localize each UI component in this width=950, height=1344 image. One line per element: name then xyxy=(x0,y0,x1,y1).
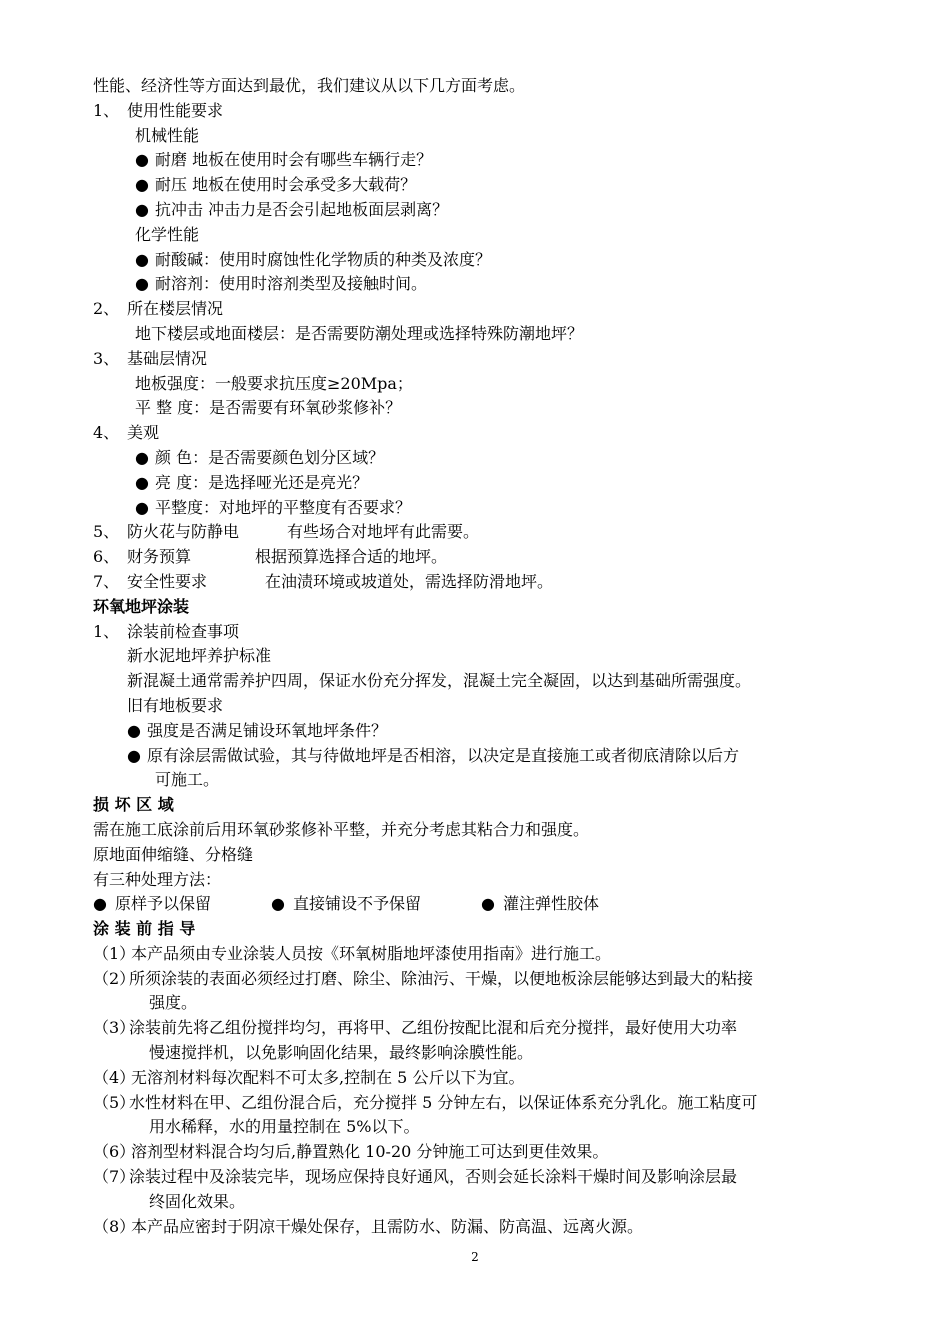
list-item: ● 抗冲击 冲击力是否会引起地板面层剥离？ xyxy=(93,198,863,223)
list-item: ● 颜 色：是否需要颜色划分区域？ xyxy=(93,446,863,471)
bullet-icon: ● xyxy=(127,745,141,765)
joint-subheading: 原地面伸缩缝、分格缝 xyxy=(93,844,254,864)
list-item: ● 强度是否满足铺设环氧地坪条件？ xyxy=(93,719,863,744)
section-4-heading: 4、 美观 xyxy=(93,423,160,443)
section-3-heading: 3、 基础层情况 xyxy=(93,348,208,368)
intro-line: 性能、经济性等方面达到最优，我们建议从以下几方面考虑。 xyxy=(93,76,526,95)
section-3-detail: 平 整 度：是否需要有环氧砂浆修补？ xyxy=(135,398,402,418)
guide-item: （2）所须涂装的表面必须经过打磨、除尘、除油污、干燥，以便地板涂层能够达到最大的粘接 xyxy=(93,968,754,988)
guide-item-continuation: 用水稀释，水的用量控制在 5%以下。 xyxy=(149,1117,420,1137)
guide-item: （3）涂装前先将乙组份搅拌均匀，再将甲、乙组份按配比混和后充分搅拌，最好使用大功率 xyxy=(93,1018,738,1038)
three-methods-line: 有三种处理方法： xyxy=(93,869,222,889)
bullet-icon: ● xyxy=(135,497,149,517)
section-7-heading: 7、 安全性要求 在油渍环境或坡道处，需选择防滑地坪。 xyxy=(93,571,554,591)
coating-step-1-heading: 1、 涂装前检查事项 xyxy=(93,621,240,641)
bullet-icon: ● xyxy=(93,894,107,914)
bullet-icon: ● xyxy=(135,447,149,467)
section-1-heading: 1、 使用性能要求 xyxy=(93,100,224,120)
bullet-icon: ● xyxy=(271,894,285,914)
bullet-icon: ● xyxy=(135,150,149,170)
guide-item: （4）无溶剂材料每次配料不可太多,控制在 5 公斤以下为宜。 xyxy=(93,1067,525,1087)
guide-item-continuation: 强度。 xyxy=(149,993,198,1013)
list-item: ● 平整度：对地坪的平整度有否要求？ xyxy=(93,496,863,521)
section-5-heading: 5、 防火花与防静电 有些场合对地坪有此需要。 xyxy=(93,522,480,542)
list-item: ● 耐压 地板在使用时会承受多大载荷？ xyxy=(93,173,863,198)
guide-item-continuation: 终固化效果。 xyxy=(149,1191,246,1211)
chemical-subheading: 化学性能 xyxy=(135,224,200,244)
guide-item: （5）水性材料在甲、乙组份混合后，充分搅拌 5 分钟左右，以保证体系充分乳化。施工粘度可 xyxy=(93,1092,758,1112)
bullet-icon: ● xyxy=(127,720,141,740)
guide-item-continuation: 慢速搅拌机，以免影响固化结果，最终影响涂膜性能。 xyxy=(149,1043,534,1063)
new-floor-detail: 新混凝土通常需养护四周，保证水份充分挥发，混凝土完全凝固，以达到基础所需强度。 xyxy=(127,671,752,691)
old-floor-subheading: 旧有地板要求 xyxy=(127,695,224,715)
bullet-icon: ● xyxy=(135,249,149,269)
guide-item: （8）本产品应密封于阴凉干燥处保存，且需防水、防漏、防高温、远离火源。 xyxy=(93,1216,644,1236)
list-item: ● 耐溶剂：使用时溶剂类型及接触时间。 xyxy=(93,272,863,297)
heading-damaged-area: 损 坏 区 域 xyxy=(93,795,174,815)
new-floor-subheading: 新水泥地坪养护标准 xyxy=(127,646,272,666)
section-2-detail: 地下楼层或地面楼层：是否需要防潮处理或选择特殊防潮地坪？ xyxy=(135,323,584,343)
bullet-icon: ● xyxy=(135,472,149,492)
section-6-heading: 6、 财务预算 根据预算选择合适的地坪。 xyxy=(93,547,448,567)
guide-item: （7）涂装过程中及涂装完毕，现场应保持良好通风，否则会延长涂料干燥时间及影响涂层最 xyxy=(93,1167,738,1187)
heading-pre-coating-guide: 涂 装 前 指 导 xyxy=(93,919,196,939)
damaged-area-detail: 需在施工底涂前后用环氧砂浆修补平整，并充分考虑其粘合力和强度。 xyxy=(93,819,590,839)
bullet-icon: ● xyxy=(481,894,495,914)
list-item: ● 原有涂层需做试验，其与待做地坪是否相溶，以决定是直接施工或者彻底清除以后方 xyxy=(93,744,863,769)
bullet-icon: ● xyxy=(135,175,149,195)
section-2-heading: 2、 所在楼层情况 xyxy=(93,299,224,319)
guide-item: （6）溶剂型材料混合均匀后,静置熟化 10-20 分钟施工可达到更佳效果。 xyxy=(93,1142,609,1162)
list-item: ● 亮 度：是选择哑光还是亮光？ xyxy=(93,471,863,496)
list-item-continuation: 可施工。 xyxy=(155,770,220,790)
methods-options: ● 原样予以保留 ● 直接铺设不予保留 ● 灌注弹性胶体 xyxy=(93,892,863,917)
mechanical-subheading: 机械性能 xyxy=(135,125,200,145)
document-page xyxy=(93,74,863,1239)
list-item: ● 耐磨 地板在使用时会有哪些车辆行走？ xyxy=(93,148,863,173)
page-number: 2 xyxy=(471,1250,479,1264)
heading-epoxy-coating: 环氧地坪涂装 xyxy=(93,596,190,616)
bullet-icon: ● xyxy=(135,199,149,219)
bullet-icon: ● xyxy=(135,274,149,294)
section-3-detail: 地板强度：一般要求抗压度≥20Mpa； xyxy=(135,373,413,393)
list-item: ● 耐酸碱：使用时腐蚀性化学物质的种类及浓度？ xyxy=(93,248,863,273)
guide-item: （1）本产品须由专业涂装人员按《环氧树脂地坪漆使用指南》进行施工。 xyxy=(93,943,612,963)
